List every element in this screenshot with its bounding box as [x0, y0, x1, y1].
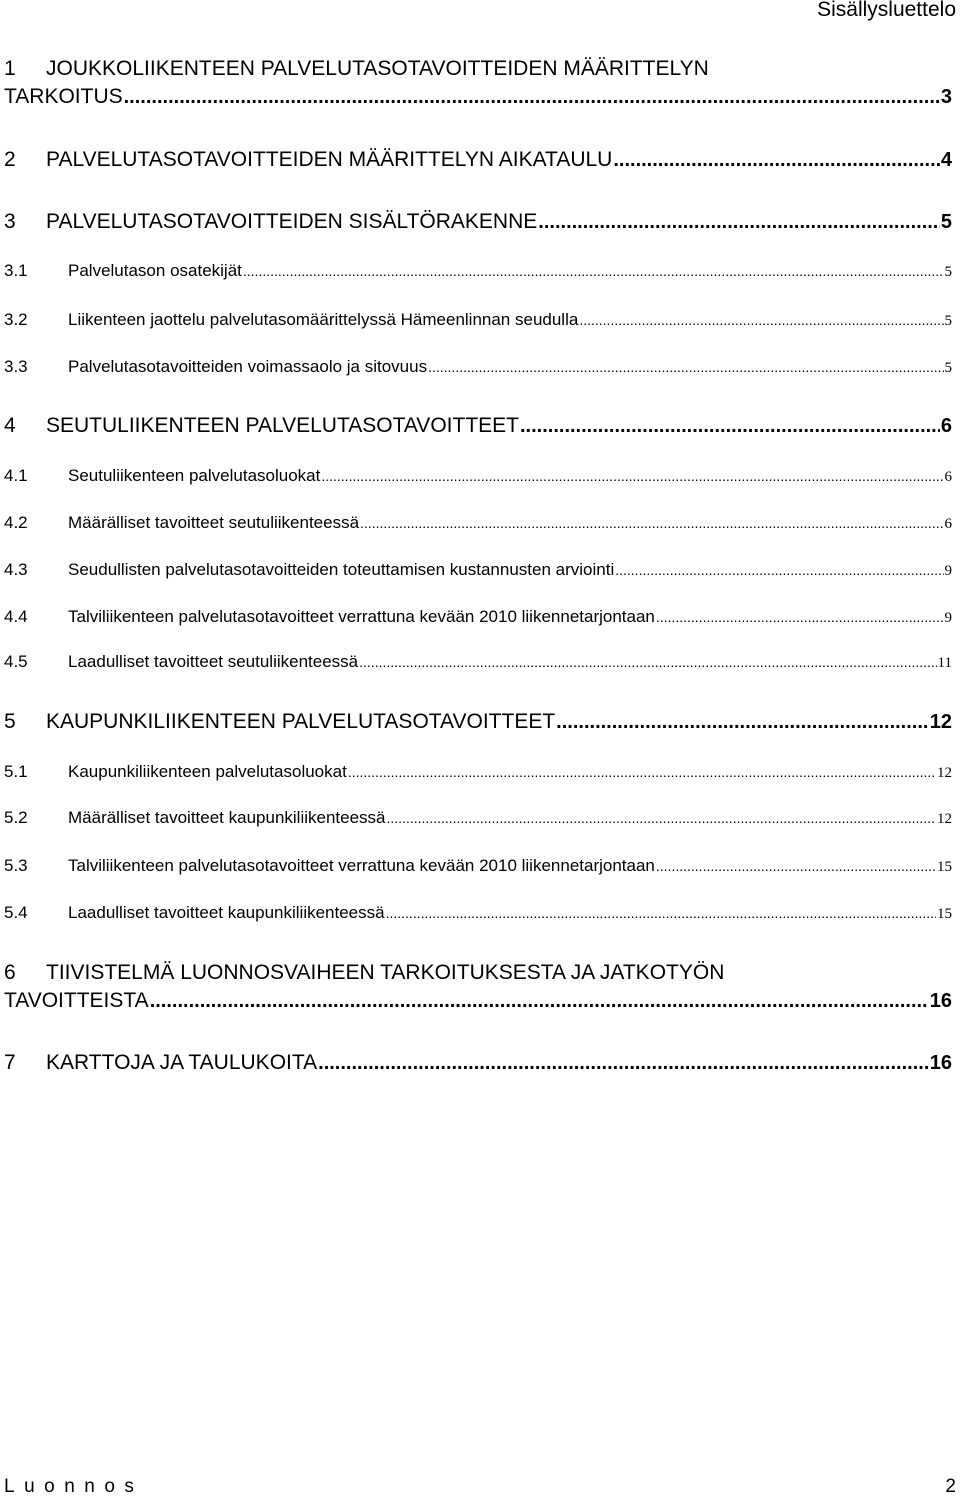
page-header-title: Sisällysluettelo — [817, 0, 956, 21]
toc-entry-title: Laadulliset tavoitteet seutuliikenteessä — [68, 652, 359, 671]
toc-entry-title: TAVOITTEISTA — [4, 989, 149, 1012]
toc-entry-number: 3 — [4, 210, 16, 233]
toc-page-number: 6 — [944, 516, 952, 532]
toc-entry-number: 3.1 — [4, 261, 28, 280]
toc-entry-5-3[interactable] — [4, 856, 952, 876]
toc-entry-title: Määrälliset tavoitteet kaupunkiliikenteessä — [68, 808, 386, 827]
toc-entry-number: 6 — [4, 961, 16, 984]
toc-entry-title: Laadulliset tavoitteet kaupunkiliikenteessä — [68, 903, 385, 922]
toc-leader-dots — [386, 905, 936, 921]
toc-leader-dots — [360, 515, 943, 531]
toc-page-number: 4 — [940, 149, 952, 171]
toc-entry-4-2[interactable] — [4, 513, 952, 533]
toc-page-number: 9 — [944, 563, 952, 579]
toc-entry-5-1[interactable] — [4, 762, 952, 782]
toc-entry-title: Seudullisten palvelutasotavoitteiden toteuttamisen kustannusten arviointi — [68, 560, 615, 579]
toc-page-number: 6 — [940, 415, 952, 437]
toc-entry-4-3[interactable] — [4, 560, 952, 580]
toc-entry-title: JOUKKOLIIKENTEEN PALVELUTASOTAVOITTEIDEN MÄÄRITTELYN — [46, 57, 709, 80]
toc-entry-5-4[interactable] — [4, 903, 952, 923]
toc-entry-title: Liikenteen jaottelu palvelutasomäärittelyssä Hämeenlinnan seudulla — [68, 310, 579, 329]
toc-entry-number: 1 — [4, 57, 16, 80]
toc-page-number: 5 — [944, 264, 952, 280]
toc-entry-number: 4.3 — [4, 560, 28, 579]
toc-entry-4-5[interactable] — [4, 652, 952, 672]
toc-entry-number: 5.2 — [4, 808, 28, 827]
toc-page-number: 12 — [937, 811, 952, 827]
toc-entry-5[interactable] — [4, 710, 952, 734]
toc-entry-number: 5.4 — [4, 903, 28, 922]
toc-leader-dots — [579, 312, 943, 328]
toc-entry-number: 5 — [4, 710, 16, 733]
toc-page-number: 5 — [944, 360, 952, 376]
toc-entry-4[interactable] — [4, 414, 952, 438]
toc-leader-dots — [359, 654, 936, 670]
toc-entry-title: Palvelutasotavoitteiden voimassaolo ja sitovuus — [68, 357, 428, 376]
toc-entry-number: 4.4 — [4, 607, 28, 626]
toc-page-number: 12 — [929, 711, 952, 733]
toc-leader-dots — [318, 1052, 929, 1075]
toc-entry-number: 5.3 — [4, 856, 28, 875]
toc-entry-1-line1[interactable] — [4, 57, 709, 81]
toc-leader-dots — [538, 211, 940, 234]
toc-page-number: 15 — [937, 906, 952, 922]
toc-leader-dots — [124, 86, 940, 109]
toc-page-number: 11 — [937, 655, 952, 671]
toc-leader-dots — [615, 562, 943, 578]
toc-page-number: 6 — [944, 469, 952, 485]
toc-entry-title: Talviliikenteen palvelutasotavoitteet verrattuna kevään 2010 liikennetarjontaan — [68, 856, 655, 875]
toc-entry-3-1[interactable] — [4, 261, 952, 281]
toc-page-number: 3 — [940, 86, 952, 108]
toc-entry-title: Talviliikenteen palvelutasotavoitteet verrattuna kevään 2010 liikennetarjontaan — [68, 607, 655, 626]
toc-entry-number: 3.3 — [4, 357, 28, 376]
toc-entry-4-1[interactable] — [4, 466, 952, 486]
toc-entry-title: SEUTULIIKENTEEN PALVELUTASOTAVOITTEET — [46, 414, 519, 437]
toc-entry-3[interactable] — [4, 210, 952, 234]
toc-entry-1[interactable] — [4, 85, 952, 109]
toc-entry-number: 7 — [4, 1051, 16, 1074]
toc-entry-title: Seutuliikenteen palvelutasoluokat — [68, 466, 321, 485]
toc-entry-number: 5.1 — [4, 762, 28, 781]
toc-entry-7[interactable] — [4, 1051, 952, 1075]
toc-page-number: 16 — [929, 1052, 952, 1074]
toc-entry-title: PALVELUTASOTAVOITTEIDEN SISÄLTÖRAKENNE — [46, 210, 538, 233]
toc-page-number: 5 — [940, 211, 952, 233]
toc-entry-number: 2 — [4, 148, 16, 171]
toc-entry-title: Palvelutason osatekijät — [68, 261, 242, 280]
toc-entry-number: 4.5 — [4, 652, 28, 671]
toc-leader-dots — [520, 415, 940, 438]
toc-page-number: 12 — [937, 765, 952, 781]
toc-leader-dots — [656, 609, 944, 625]
toc-leader-dots — [428, 359, 943, 375]
toc-entry-number: 3.2 — [4, 310, 28, 329]
footer-page-number: 2 — [945, 1476, 956, 1497]
toc-entry-3-3[interactable] — [4, 357, 952, 377]
toc-leader-dots — [348, 764, 936, 780]
toc-entry-title: TARKOITUS — [4, 85, 123, 108]
toc-leader-dots — [387, 810, 936, 826]
footer-status: Luonnos — [4, 1476, 144, 1497]
toc-entry-title: Kaupunkiliikenteen palvelutasoluokat — [68, 762, 347, 781]
toc-entry-title: PALVELUTASOTAVOITTEIDEN MÄÄRITTELYN AIKATAULU — [46, 148, 613, 171]
toc-leader-dots — [243, 263, 944, 279]
toc-entry-number: 4.1 — [4, 466, 28, 485]
toc-page-number: 5 — [944, 313, 952, 329]
toc-entry-2[interactable] — [4, 148, 952, 172]
toc-entry-title: KARTTOJA JA TAULUKOITA — [46, 1051, 318, 1074]
toc-entry-number: 4.2 — [4, 513, 28, 532]
toc-entry-title: TIIVISTELMÄ LUONNOSVAIHEEN TARKOITUKSESTA JA JATKOTYÖN — [46, 961, 725, 984]
toc-page-number: 16 — [929, 990, 952, 1012]
toc-entry-title: KAUPUNKILIIKENTEEN PALVELUTASOTAVOITTEET — [46, 710, 556, 733]
toc-page-number: 15 — [937, 859, 952, 875]
toc-leader-dots — [150, 990, 929, 1013]
toc-leader-dots — [613, 149, 940, 172]
toc-leader-dots — [556, 711, 929, 734]
toc-entry-title: Määrälliset tavoitteet seutuliikenteessä — [68, 513, 360, 532]
toc-entry-4-4[interactable] — [4, 607, 952, 627]
toc-entry-6-line1[interactable] — [4, 961, 724, 985]
toc-entry-3-2[interactable] — [4, 310, 952, 330]
toc-entry-5-2[interactable] — [4, 808, 952, 828]
toc-leader-dots — [321, 468, 943, 484]
toc-page-number: 9 — [944, 610, 952, 626]
toc-leader-dots — [656, 858, 936, 874]
toc-entry-number: 4 — [4, 414, 16, 437]
toc-entry-6[interactable] — [4, 989, 952, 1013]
